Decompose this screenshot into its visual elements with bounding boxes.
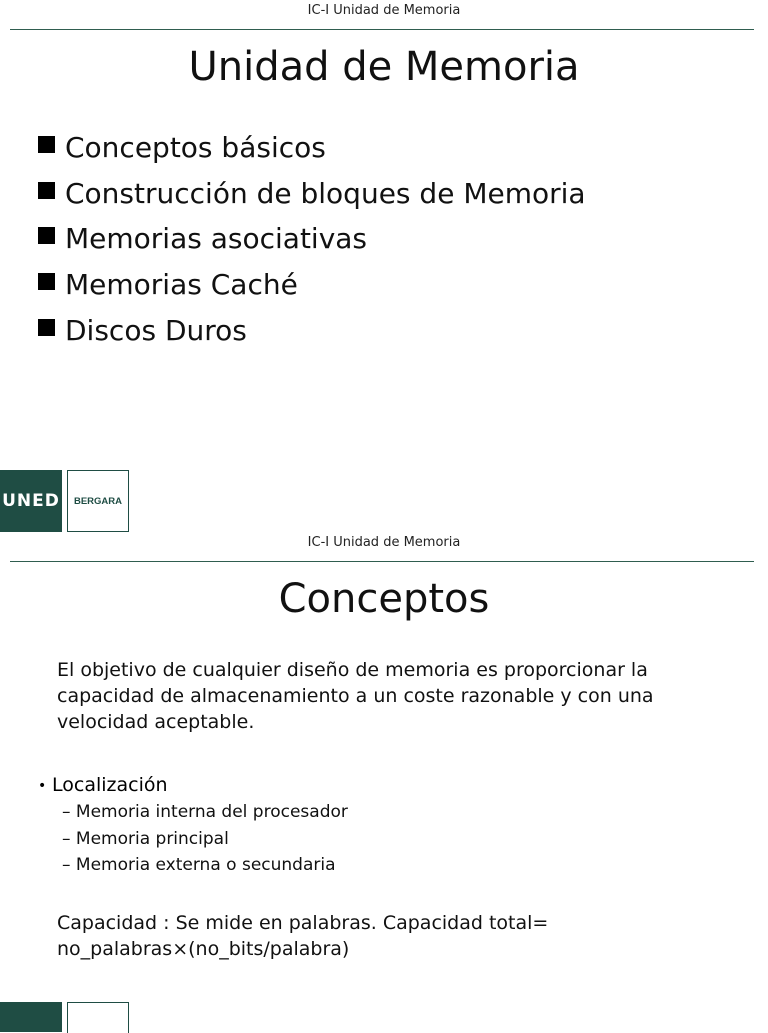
slide-2 (0, 532, 768, 1024)
slide-header: IC-I Unidad de Memoria (307, 3, 461, 18)
uned-logo (0, 1002, 62, 1024)
slide-header: IC-I Unidad de Memoria (307, 535, 461, 550)
uned-logo: UNED (0, 470, 62, 532)
list-item: Construcción de bloques de Memoria (38, 171, 586, 217)
header-divider (10, 561, 754, 562)
bergara-logo (67, 1002, 129, 1024)
slide-title: Conceptos (278, 576, 490, 622)
square-bullet-icon (38, 319, 55, 336)
intro-paragraph: El objetivo de cualquier diseño de memoria es proporcionar la capacidad de almacenamiento a un coste razonable y con una velocidad aceptable. (57, 659, 654, 733)
list-item: Memorias asociativas (38, 216, 586, 262)
list-item: Memorias Caché (38, 262, 586, 308)
capacity-paragraph: Capacidad : Se mide en palabras. Capacidad total= no_palabras×(no_bits/palabra) (57, 912, 549, 960)
bergara-logo: BERGARA (67, 470, 129, 532)
sub-list-item: – Memoria interna del procesador (62, 802, 348, 822)
bullet-dot-icon: • (38, 777, 47, 794)
list-item: • Localización (38, 772, 168, 799)
square-bullet-icon (38, 136, 55, 153)
square-bullet-icon (38, 182, 55, 199)
list-item: Discos Duros (38, 307, 586, 353)
square-bullet-icon (38, 227, 55, 244)
sub-list-item: – Memoria principal (62, 829, 229, 849)
header-divider (10, 29, 754, 30)
sub-list-item: – Memoria externa o secundaria (62, 855, 336, 875)
square-bullet-icon (38, 273, 55, 290)
slide-title: Unidad de Memoria (188, 44, 580, 90)
list-item: Conceptos básicos (38, 125, 586, 171)
bullet-list (38, 125, 586, 353)
